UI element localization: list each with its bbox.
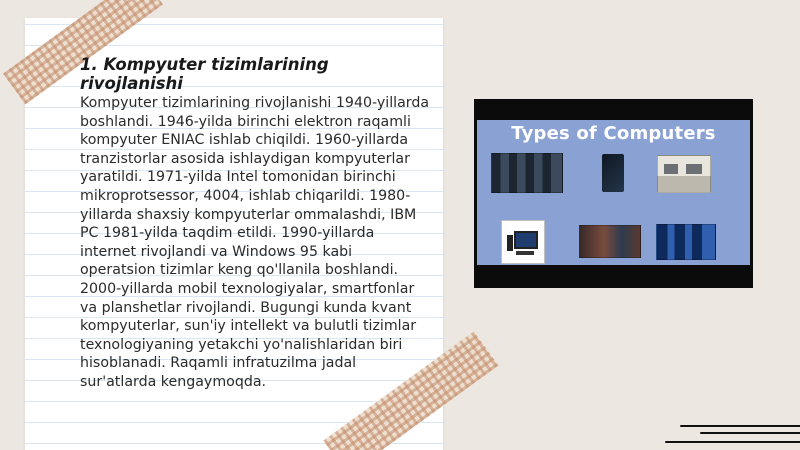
decorative-line-3 [665, 441, 800, 443]
embedded-board-thumbnail [579, 225, 641, 258]
slide-title: 1. Kompyuter tizimlarining rivojlanishi [80, 55, 329, 93]
mainframe-thumbnail [657, 155, 711, 193]
tower-pc-thumbnail [594, 153, 632, 193]
server-room-thumbnail [656, 224, 716, 260]
computer-types-image [474, 99, 753, 288]
monitor-icon [514, 231, 538, 249]
tower-pc-icon [602, 154, 624, 192]
image-caption: Types of Computers [511, 123, 716, 144]
supercomputer-thumbnail [491, 153, 563, 193]
decorative-line-1 [680, 425, 800, 427]
decorative-line-2 [700, 432, 800, 434]
desktop-pc-thumbnail [501, 220, 545, 264]
slide-body-text: Kompyuter tizimlarining rivojlanishi 1940-yillarda boshlandi. 1946-yilda birinchi elektron raqamli kompyuter ENIAC ishlab chiqildi. 1960-yillarda tranzistorlar asosida ishlaydigan kompyuterlar yaratildi. 1971-yilda Intel tomonidan birinchi mikroprotsessor, 4004, ishlab chiqarildi. 1980-yillarda shaxsiy kompyuterlar ommalashdi, IBM PC 1981-yilda taqdim etildi. 1990-yillarda internet rivojlandi va Windows 95 kabi operatsion tizimlar keng qo'llanila boshlandi. 2000-yillarda mobil texnologiyalar, smartfonlar va planshetlar rivojlandi. Bugungi kunda kvant kompyuterlar, sun'iy intellekt va bulutli tizimlar texnologiyaning yetakchi yo'nalishlaridan biri hisoblanadi. Raqamli infratuzilma jadal sur'atlarda kengaymoqda. [80, 95, 430, 390]
image-panel [477, 120, 750, 265]
